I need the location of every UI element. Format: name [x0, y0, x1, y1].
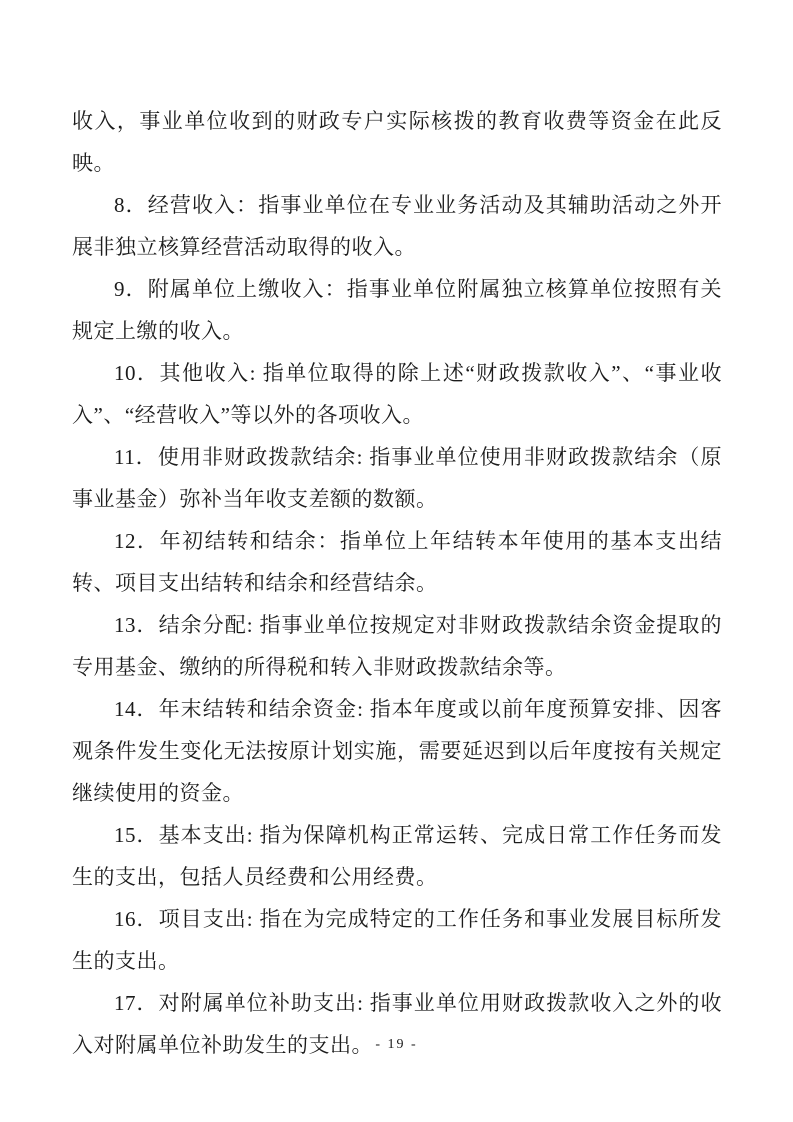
paragraph: 收入，事业单位收到的财政专户实际核拨的教育收费等资金在此反映。 — [72, 109, 722, 175]
page-number: - 19 - — [375, 1037, 418, 1052]
paragraph: 16．项目支出: 指在为完成特定的工作任务和事业发展目标所发生的支出。 — [72, 907, 722, 973]
document-body — [72, 100, 722, 1066]
paragraph: 15．基本支出: 指为保障机构正常运转、完成日常工作任务而发生的支出，包括人员经费和公用经费。 — [72, 823, 722, 889]
paragraph: 8．经营收入：指事业单位在专业业务活动及其辅助活动之外开展非独立核算经营活动取得的收入。 — [72, 193, 722, 259]
paragraph: 9．附属单位上缴收入：指事业单位附属独立核算单位按照有关规定上缴的收入。 — [72, 277, 722, 343]
paragraph: 12．年初结转和结余：指单位上年结转本年使用的基本支出结转、项目支出结转和结余和经营结余。 — [72, 529, 722, 595]
paragraph: 14．年末结转和结余资金: 指本年度或以前年度预算安排、因客观条件发生变化无法按原计划实施，需要延迟到以后年度按有关规定继续使用的资金。 — [72, 697, 722, 805]
paragraph: 17．对附属单位补助支出: 指事业单位用财政拨款收入之外的收入对附属单位补助发生的支出。 — [72, 991, 722, 1057]
paragraph: 10．其他收入: 指单位取得的除上述“财政拨款收入”、“事业收入”、“经营收入”等以外的各项收入。 — [72, 361, 722, 427]
paragraph: 11．使用非财政拨款结余: 指事业单位使用非财政拨款结余（原事业基金）弥补当年收支差额的数额。 — [72, 445, 722, 511]
paragraph: 13．结余分配: 指事业单位按规定对非财政拨款结余资金提取的专用基金、缴纳的所得税和转入非财政拨款结余等。 — [72, 613, 722, 679]
